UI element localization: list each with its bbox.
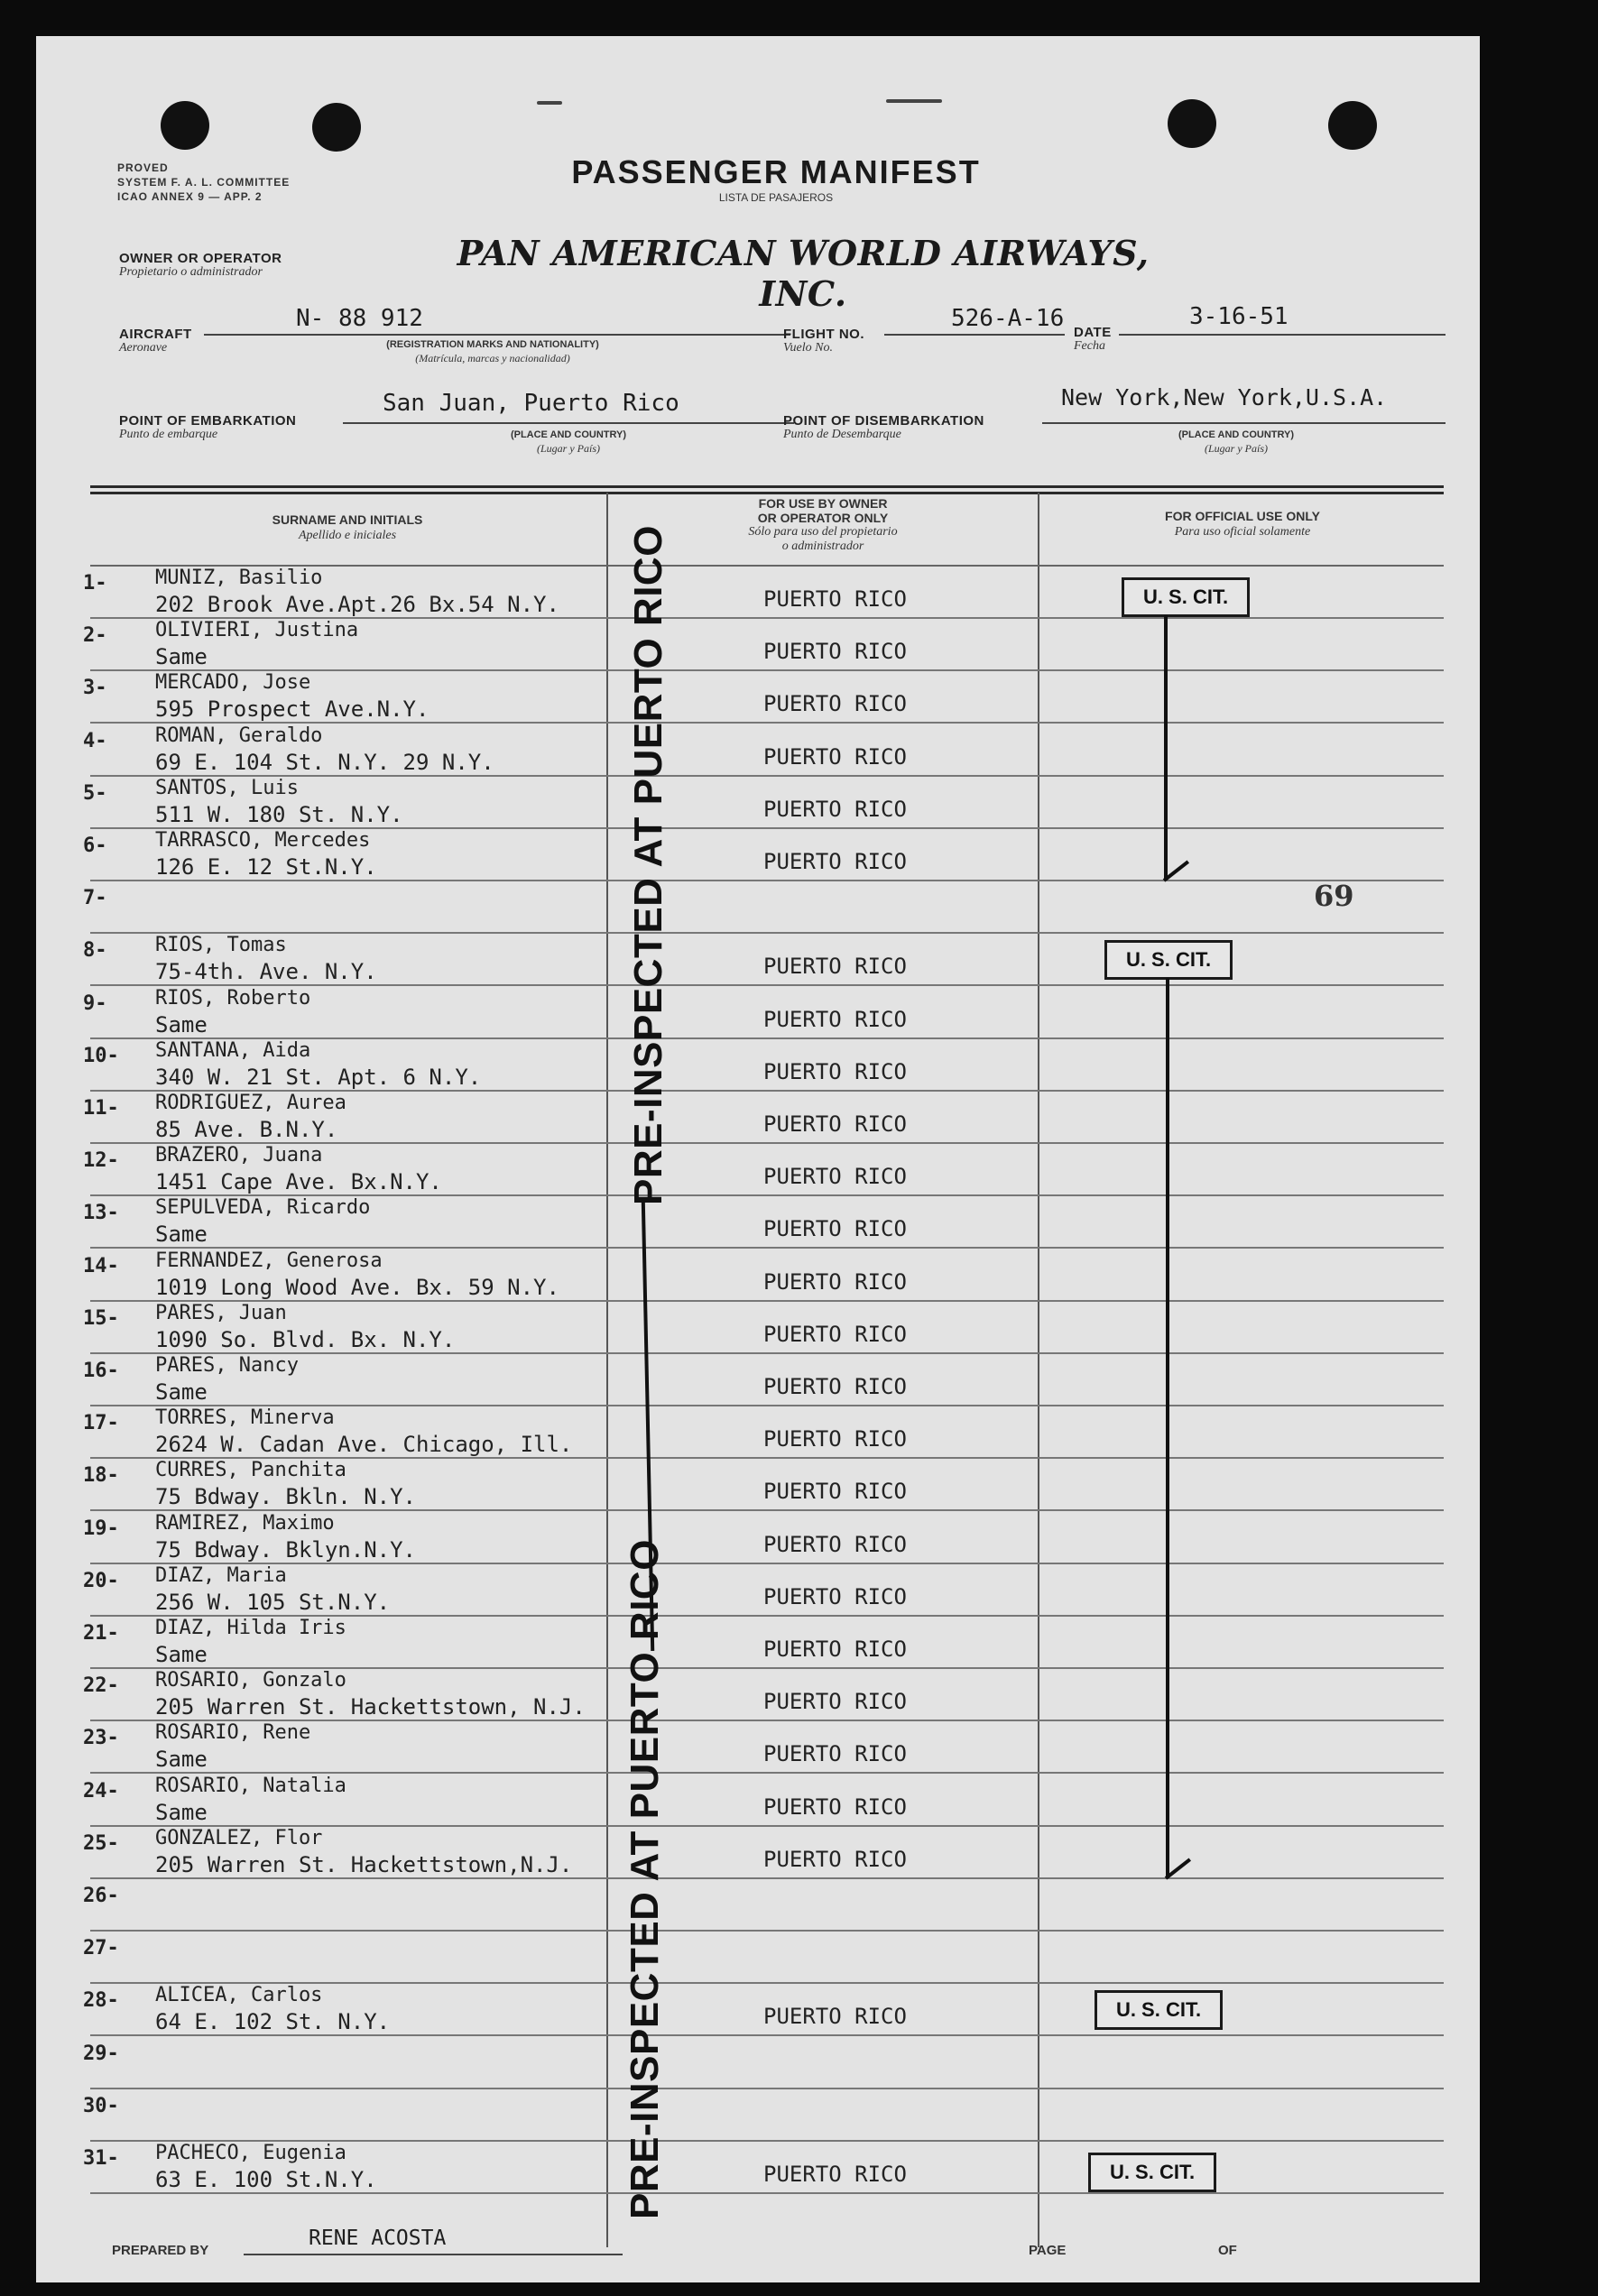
row-number: 8- bbox=[83, 939, 107, 963]
row-number: 4- bbox=[83, 729, 107, 752]
owner-use-entry: PUERTO RICO bbox=[763, 1793, 907, 1820]
passenger-address: 205 Warren St. Hackettstown, N.J. bbox=[155, 1694, 586, 1720]
citizen-bracket-line bbox=[1166, 978, 1169, 1878]
passenger-address: Same bbox=[155, 1379, 208, 1405]
column-header-label: FOR USE BY OWNER bbox=[758, 496, 888, 511]
table-row bbox=[36, 2037, 1480, 2089]
owner-use-entry: PUERTO RICO bbox=[763, 796, 907, 822]
passenger-address: Same bbox=[155, 1747, 208, 1773]
passenger-address: 63 E. 100 St.N.Y. bbox=[155, 2167, 377, 2192]
embark-place-note: (PLACE AND COUNTRY) bbox=[510, 429, 627, 440]
table-row bbox=[36, 567, 1480, 619]
disembark-label: POINT OF DISEMBARKATION bbox=[783, 413, 984, 429]
row-number: 30- bbox=[83, 2094, 119, 2117]
table-row bbox=[36, 1775, 1480, 1827]
table-row bbox=[36, 2089, 1480, 2142]
row-number: 7- bbox=[83, 887, 107, 910]
passenger-address: 75-4th. Ave. N.Y. bbox=[155, 959, 377, 985]
column-header-sublabel: Apellido e iniciales bbox=[298, 529, 397, 542]
row-number: 6- bbox=[83, 834, 107, 857]
owner-use-entry: PUERTO RICO bbox=[763, 1741, 907, 1767]
pre-inspected-stamp: PRE-INSPECTED AT PUERTO RICO bbox=[626, 525, 670, 1205]
flight-line bbox=[884, 334, 1065, 336]
punch-hole-icon bbox=[161, 101, 209, 150]
punch-hole-icon bbox=[1328, 101, 1377, 150]
citizen-bracket-line bbox=[1164, 615, 1168, 881]
column-header-owner bbox=[608, 496, 1038, 554]
owner-use-entry: PUERTO RICO bbox=[763, 586, 907, 612]
row-number: 24- bbox=[83, 1779, 119, 1803]
disembark-line bbox=[1042, 422, 1446, 424]
passenger-address: 511 W. 180 St. N.Y. bbox=[155, 801, 403, 827]
column-header-surname bbox=[90, 512, 605, 543]
column-header-sublabel: Para uso oficial solamente bbox=[1174, 525, 1311, 539]
prepared-by-line bbox=[244, 2254, 623, 2255]
passenger-address: 85 Ave. B.N.Y. bbox=[155, 1117, 338, 1142]
airline-name: PAN AMERICAN WORLD AIRWAYS, INC. bbox=[457, 233, 1150, 314]
approval-line: ICAO ANNEX 9 — APP. 2 bbox=[117, 190, 263, 203]
fold-mark bbox=[537, 101, 562, 105]
row-number: 17- bbox=[83, 1412, 119, 1435]
row-number: 12- bbox=[83, 1149, 119, 1173]
owner-use-entry: PUERTO RICO bbox=[763, 954, 907, 980]
passenger-address: 256 W. 105 St.N.Y. bbox=[155, 1589, 391, 1615]
owner-sublabel: Propietario o administrador bbox=[119, 265, 263, 279]
passenger-address: 75 Bdway. Bklyn.N.Y. bbox=[155, 1536, 416, 1563]
prepared-by-value: RENE ACOSTA bbox=[309, 2227, 447, 2250]
passenger-address: Same bbox=[155, 1642, 208, 1667]
table-row bbox=[36, 1879, 1480, 1932]
pre-inspected-stamp: PRE-INSPECTED AT PUERTO RICO bbox=[623, 1539, 667, 2219]
row-number: 18- bbox=[83, 1464, 119, 1488]
flight-value: 526-A-16 bbox=[951, 305, 1065, 332]
passenger-name: BRAZERO, Juana bbox=[155, 1144, 323, 1167]
row-number: 11- bbox=[83, 1097, 119, 1120]
owner-use-entry: PUERTO RICO bbox=[763, 1689, 907, 1715]
table-row bbox=[36, 987, 1480, 1039]
row-number: 1- bbox=[83, 572, 107, 595]
owner-use-entry: PUERTO RICO bbox=[763, 1479, 907, 1505]
passenger-address: Same bbox=[155, 1799, 208, 1825]
table-row bbox=[36, 1564, 1480, 1617]
table-row bbox=[36, 829, 1480, 881]
date-line bbox=[1119, 334, 1446, 336]
table-row bbox=[36, 1406, 1480, 1459]
passenger-name: RIOS, Roberto bbox=[155, 986, 311, 1010]
official-count: 69 bbox=[1314, 879, 1354, 913]
row-number: 10- bbox=[83, 1044, 119, 1067]
row-number: 28- bbox=[83, 1989, 119, 2013]
approval-line: PROVED bbox=[117, 161, 169, 174]
table-row bbox=[36, 1669, 1480, 1721]
table-row bbox=[36, 619, 1480, 671]
passenger-address: 2624 W. Cadan Ave. Chicago, Ill. bbox=[155, 1432, 573, 1458]
passenger-name: TORRES, Minerva bbox=[155, 1406, 335, 1430]
owner-use-entry: PUERTO RICO bbox=[763, 1637, 907, 1662]
disembark-sublabel: Punto de Desembarque bbox=[783, 428, 901, 441]
column-header-label: OR OPERATOR ONLY bbox=[757, 511, 889, 525]
row-number: 9- bbox=[83, 991, 107, 1015]
passenger-address: Same bbox=[155, 644, 208, 670]
table-row bbox=[36, 724, 1480, 777]
passenger-name: RODRIGUEZ, Aurea bbox=[155, 1092, 346, 1114]
table-top-rule bbox=[90, 485, 1444, 488]
passenger-address: 340 W. 21 St. Apt. 6 N.Y. bbox=[155, 1064, 482, 1090]
passenger-name: TARRASCO, Mercedes bbox=[155, 829, 371, 852]
passenger-name: DIAZ, Maria bbox=[155, 1563, 287, 1587]
punch-hole-icon bbox=[1168, 99, 1216, 148]
passenger-name: RIOS, Tomas bbox=[155, 934, 287, 957]
table-row bbox=[36, 777, 1480, 829]
owner-use-entry: PUERTO RICO bbox=[763, 639, 907, 665]
passenger-name: PARES, Juan bbox=[155, 1301, 287, 1324]
table-row bbox=[36, 1354, 1480, 1406]
row-number: 25- bbox=[83, 1831, 119, 1855]
table-row bbox=[36, 1196, 1480, 1249]
passenger-address: 1451 Cape Ave. Bx.N.Y. bbox=[155, 1169, 442, 1195]
table-row bbox=[36, 1721, 1480, 1774]
passenger-name: PACHECO, Eugenia bbox=[155, 2142, 346, 2164]
owner-use-entry: PUERTO RICO bbox=[763, 1268, 907, 1295]
passenger-address: 1019 Long Wood Ave. Bx. 59 N.Y. bbox=[155, 1274, 559, 1300]
table-top-rule bbox=[90, 492, 1444, 494]
embark-value: San Juan, Puerto Rico bbox=[383, 390, 679, 417]
row-number: 26- bbox=[83, 1885, 119, 1907]
us-citizen-stamp: U. S. CIT. bbox=[1104, 940, 1233, 980]
passenger-name: ROSARIO, Rene bbox=[155, 1721, 311, 1745]
row-number: 21- bbox=[83, 1622, 119, 1645]
table-row bbox=[36, 671, 1480, 724]
passenger-name: SEPULVEDA, Ricardo bbox=[155, 1196, 371, 1220]
passenger-name: RAMIREZ, Maximo bbox=[155, 1511, 335, 1535]
owner-use-entry: PUERTO RICO bbox=[763, 2004, 907, 2030]
disembark-place-note: (PLACE AND COUNTRY) bbox=[1178, 429, 1295, 440]
owner-use-entry: PUERTO RICO bbox=[763, 1321, 907, 1347]
owner-use-entry: PUERTO RICO bbox=[763, 1531, 907, 1557]
owner-use-entry: PUERTO RICO bbox=[763, 1426, 907, 1452]
page-label: PAGE bbox=[1029, 2243, 1067, 2258]
owner-use-entry: PUERTO RICO bbox=[763, 1846, 907, 1872]
owner-use-entry: PUERTO RICO bbox=[763, 1006, 907, 1032]
passenger-address: 64 E. 102 St. N.Y. bbox=[155, 2009, 391, 2035]
date-value: 3-16-51 bbox=[1189, 303, 1289, 330]
row-number: 23- bbox=[83, 1727, 119, 1750]
approval-line: SYSTEM F. A. L. COMMITTEE bbox=[117, 176, 291, 189]
passenger-address: 69 E. 104 St. N.Y. 29 N.Y. bbox=[155, 749, 494, 775]
passenger-name: MUNIZ, Basilio bbox=[155, 567, 323, 589]
passenger-address: Same bbox=[155, 1222, 208, 1248]
owner-use-entry: PUERTO RICO bbox=[763, 743, 907, 770]
row-number: 31- bbox=[83, 2147, 119, 2170]
owner-use-entry: PUERTO RICO bbox=[763, 1374, 907, 1399]
passenger-address: Same bbox=[155, 1011, 208, 1037]
passenger-address: 205 Warren St. Hackettstown,N.J. bbox=[155, 1851, 573, 1877]
passenger-address: 202 Brook Ave.Apt.26 Bx.54 N.Y. bbox=[155, 592, 559, 617]
table-row bbox=[36, 1827, 1480, 1879]
column-header-label: FOR OFFICIAL USE ONLY bbox=[1165, 509, 1320, 523]
of-label: OF bbox=[1218, 2243, 1237, 2258]
row-number: 20- bbox=[83, 1569, 119, 1592]
passenger-name: DIAZ, Hilda Iris bbox=[155, 1617, 346, 1639]
aircraft-line bbox=[204, 334, 790, 336]
column-header-sublabel: o administrador bbox=[781, 539, 864, 553]
prepared-by-label: PREPARED BY bbox=[112, 2243, 209, 2258]
passenger-name: ALICEA, Carlos bbox=[155, 1984, 323, 2007]
owner-use-entry: PUERTO RICO bbox=[763, 1583, 907, 1609]
table-row bbox=[36, 1092, 1480, 1144]
column-header-label: SURNAME AND INITIALS bbox=[272, 512, 423, 527]
table-row bbox=[36, 1617, 1480, 1669]
page-title: PASSENGER MANIFEST bbox=[571, 153, 981, 190]
passenger-address: 75 Bdway. Bkln. N.Y. bbox=[155, 1484, 416, 1510]
passenger-address: 126 E. 12 St.N.Y. bbox=[155, 854, 377, 880]
registration-note-sub: (Matrícula, marcas y nacionalidad) bbox=[415, 352, 570, 364]
table-row bbox=[36, 1932, 1480, 1984]
aircraft-label: AIRCRAFT bbox=[119, 327, 192, 342]
owner-use-entry: PUERTO RICO bbox=[763, 1164, 907, 1190]
row-rule bbox=[90, 2192, 1444, 2194]
flight-sublabel: Vuelo No. bbox=[783, 341, 833, 355]
row-number: 14- bbox=[83, 1254, 119, 1277]
punch-hole-icon bbox=[312, 103, 361, 152]
flight-label: FLIGHT NO. bbox=[783, 327, 864, 342]
passenger-name: GONZALEZ, Flor bbox=[155, 1826, 323, 1849]
us-citizen-stamp: U. S. CIT. bbox=[1122, 577, 1250, 617]
passenger-name: ROMAN, Geraldo bbox=[155, 724, 323, 747]
passenger-name: CURRES, Panchita bbox=[155, 1459, 346, 1482]
passenger-name: MERCADO, Jose bbox=[155, 671, 311, 695]
passenger-name: ROSARIO, Gonzalo bbox=[155, 1669, 346, 1692]
table-row bbox=[36, 1302, 1480, 1354]
passenger-address: 1090 So. Blvd. Bx. N.Y. bbox=[155, 1326, 456, 1352]
row-number: 3- bbox=[83, 677, 107, 700]
embark-label: POINT OF EMBARKATION bbox=[119, 413, 297, 429]
passenger-name: SANTOS, Luis bbox=[155, 776, 299, 799]
owner-use-entry: PUERTO RICO bbox=[763, 1058, 907, 1084]
disembark-place-note-sub: (Lugar y País) bbox=[1205, 442, 1268, 455]
table-row bbox=[36, 2142, 1480, 2194]
passenger-address: 595 Prospect Ave.N.Y. bbox=[155, 696, 430, 723]
owner-label: OWNER OR OPERATOR bbox=[119, 251, 282, 266]
approval-note bbox=[117, 161, 290, 204]
manifest-page bbox=[36, 36, 1480, 2282]
passenger-name: OLIVIERI, Justina bbox=[155, 619, 359, 642]
embark-line bbox=[343, 422, 794, 424]
column-header-sublabel: Sólo para uso del propietario bbox=[748, 525, 898, 539]
table-row bbox=[36, 1459, 1480, 1511]
column-header-official bbox=[1039, 509, 1446, 539]
table-row bbox=[36, 1039, 1480, 1092]
owner-use-entry: PUERTO RICO bbox=[763, 849, 907, 874]
page-subtitle: LISTA DE PASAJEROS bbox=[718, 191, 834, 204]
aircraft-sublabel: Aeronave bbox=[119, 341, 168, 355]
registration-note: (REGISTRATION MARKS AND NATIONALITY) bbox=[386, 339, 599, 350]
owner-use-entry: PUERTO RICO bbox=[763, 2162, 907, 2187]
row-number: 27- bbox=[83, 1937, 119, 1960]
table-row bbox=[36, 1249, 1480, 1302]
row-number: 15- bbox=[83, 1306, 119, 1330]
passenger-name: FERNANDEZ, Generosa bbox=[155, 1249, 383, 1272]
row-number: 5- bbox=[83, 781, 107, 805]
us-citizen-stamp: U. S. CIT. bbox=[1088, 2153, 1216, 2192]
row-number: 2- bbox=[83, 624, 107, 648]
owner-use-entry: PUERTO RICO bbox=[763, 1216, 907, 1242]
embark-place-note-sub: (Lugar y País) bbox=[537, 442, 600, 455]
owner-use-entry: PUERTO RICO bbox=[763, 691, 907, 717]
row-number: 22- bbox=[83, 1674, 119, 1698]
us-citizen-stamp: U. S. CIT. bbox=[1095, 1990, 1223, 2030]
row-number: 19- bbox=[83, 1517, 119, 1540]
row-number: 13- bbox=[83, 1202, 119, 1225]
passenger-name: ROSARIO, Natalia bbox=[155, 1774, 346, 1797]
owner-use-entry: PUERTO RICO bbox=[763, 1111, 907, 1137]
fold-mark bbox=[886, 99, 942, 103]
embark-sublabel: Punto de embarque bbox=[119, 428, 218, 441]
date-label: DATE bbox=[1074, 325, 1112, 340]
table-row bbox=[36, 934, 1480, 986]
passenger-name: PARES, Nancy bbox=[155, 1354, 299, 1377]
disembark-value: New York,New York,U.S.A. bbox=[1061, 384, 1388, 410]
table-row bbox=[36, 1144, 1480, 1196]
table-row bbox=[36, 1512, 1480, 1564]
row-number: 16- bbox=[83, 1360, 119, 1382]
row-number: 29- bbox=[83, 2042, 119, 2065]
aircraft-value: N- 88 912 bbox=[296, 305, 423, 332]
table-row bbox=[36, 881, 1480, 934]
passenger-name: SANTANA, Aida bbox=[155, 1038, 311, 1062]
date-sublabel: Fecha bbox=[1074, 339, 1105, 353]
table-row bbox=[36, 1984, 1480, 2036]
